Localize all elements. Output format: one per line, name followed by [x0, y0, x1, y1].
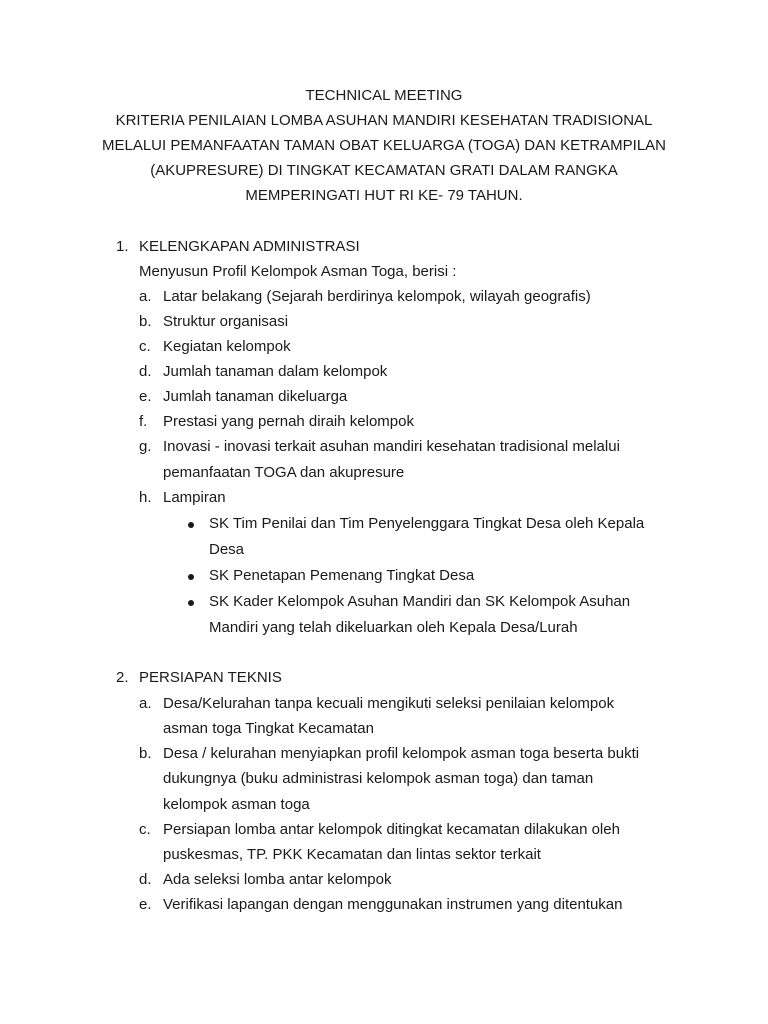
attachment-text: SK Kader Kelompok Asuhan Mandiri dan SK Kelompok Asuhan	[209, 593, 631, 610]
list-marker: g.	[139, 438, 152, 455]
list-marker: d.	[139, 363, 152, 380]
list-marker: f.	[139, 413, 148, 430]
list-marker: b.	[139, 313, 152, 330]
list-item-text: Desa / kelurahan menyiapkan profil kelompok asman toga beserta bukti	[163, 745, 640, 762]
list-marker: a.	[139, 695, 152, 712]
list-item-text: puskesmas, TP. PKK Kecamatan dan lintas sektor terkait	[163, 846, 541, 863]
list-marker: c.	[139, 821, 151, 838]
list-item-text: asman toga Tingkat Kecamatan	[163, 720, 374, 737]
list-item-text: Jumlah tanaman dalam kelompok	[163, 363, 388, 380]
document-title-line: KRITERIA PENILAIAN LOMBA ASUHAN MANDIRI KESEHATAN TRADISIONAL	[115, 112, 653, 129]
list-marker: d.	[139, 871, 152, 888]
section-heading: PERSIAPAN TEKNIS	[139, 669, 282, 686]
list-item-text: Verifikasi lapangan dengan menggunakan instrumen yang ditentukan	[163, 896, 623, 913]
list-item-text: pemanfaatan TOGA dan akupresure	[163, 464, 405, 481]
list-item-text: Kegiatan kelompok	[163, 338, 291, 355]
list-item-text: Desa/Kelurahan tanpa kecuali mengikuti seleksi penilaian kelompok	[163, 695, 615, 712]
list-item-text: Persiapan lomba antar kelompok ditingkat kecamatan dilakukan oleh	[163, 821, 620, 838]
attachment-text: Desa	[209, 541, 245, 558]
document-title-line: MELALUI PEMANFAATAN TAMAN OBAT KELUARGA (TOGA) DAN KETRAMPILAN	[101, 137, 666, 154]
list-marker: b.	[139, 745, 152, 762]
list-item-text: dukungnya (buku administrasi kelompok asman toga) dan taman	[163, 770, 594, 787]
list-marker: h.	[139, 489, 152, 506]
document-title-line: (AKUPRESURE) DI TINGKAT KECAMATAN GRATI DALAM RANGKA	[150, 162, 618, 179]
list-marker: a.	[139, 288, 152, 305]
attachment-text: SK Penetapan Pemenang Tingkat Desa	[209, 567, 475, 584]
section-number: 1.	[116, 238, 129, 255]
section-heading: KELENGKAPAN ADMINISTRASI	[139, 238, 360, 255]
section-number: 2.	[116, 669, 129, 686]
attachment-text: Mandiri yang telah dikeluarkan oleh Kepala Desa/Lurah	[209, 619, 578, 636]
list-item-text: Jumlah tanaman dikeluarga	[163, 388, 348, 405]
bullet-icon	[188, 522, 194, 528]
list-item-text: Inovasi - inovasi terkait asuhan mandiri kesehatan tradisional melalui	[163, 438, 620, 455]
list-marker: c.	[139, 338, 151, 355]
section-intro: Menyusun Profil Kelompok Asman Toga, berisi :	[139, 263, 457, 280]
list-item-text: Ada seleksi lomba antar kelompok	[163, 871, 392, 888]
list-item-text: Lampiran	[163, 489, 226, 506]
bullet-icon	[188, 574, 194, 580]
list-marker: e.	[139, 388, 152, 405]
document-title-line: MEMPERINGATI HUT RI KE- 79 TAHUN.	[245, 187, 523, 204]
list-item-text: Latar belakang (Sejarah berdirinya kelompok, wilayah geografis)	[163, 288, 591, 305]
list-item-text: kelompok asman toga	[163, 796, 310, 813]
list-item-text: Prestasi yang pernah diraih kelompok	[163, 413, 414, 430]
bullet-icon	[188, 600, 194, 606]
list-item-text: Struktur organisasi	[163, 313, 289, 330]
attachment-text: SK Tim Penilai dan Tim Penyelenggara Tingkat Desa oleh Kepala	[209, 515, 645, 532]
document-title-line: TECHNICAL MEETING	[305, 87, 463, 104]
list-marker: e.	[139, 896, 152, 913]
